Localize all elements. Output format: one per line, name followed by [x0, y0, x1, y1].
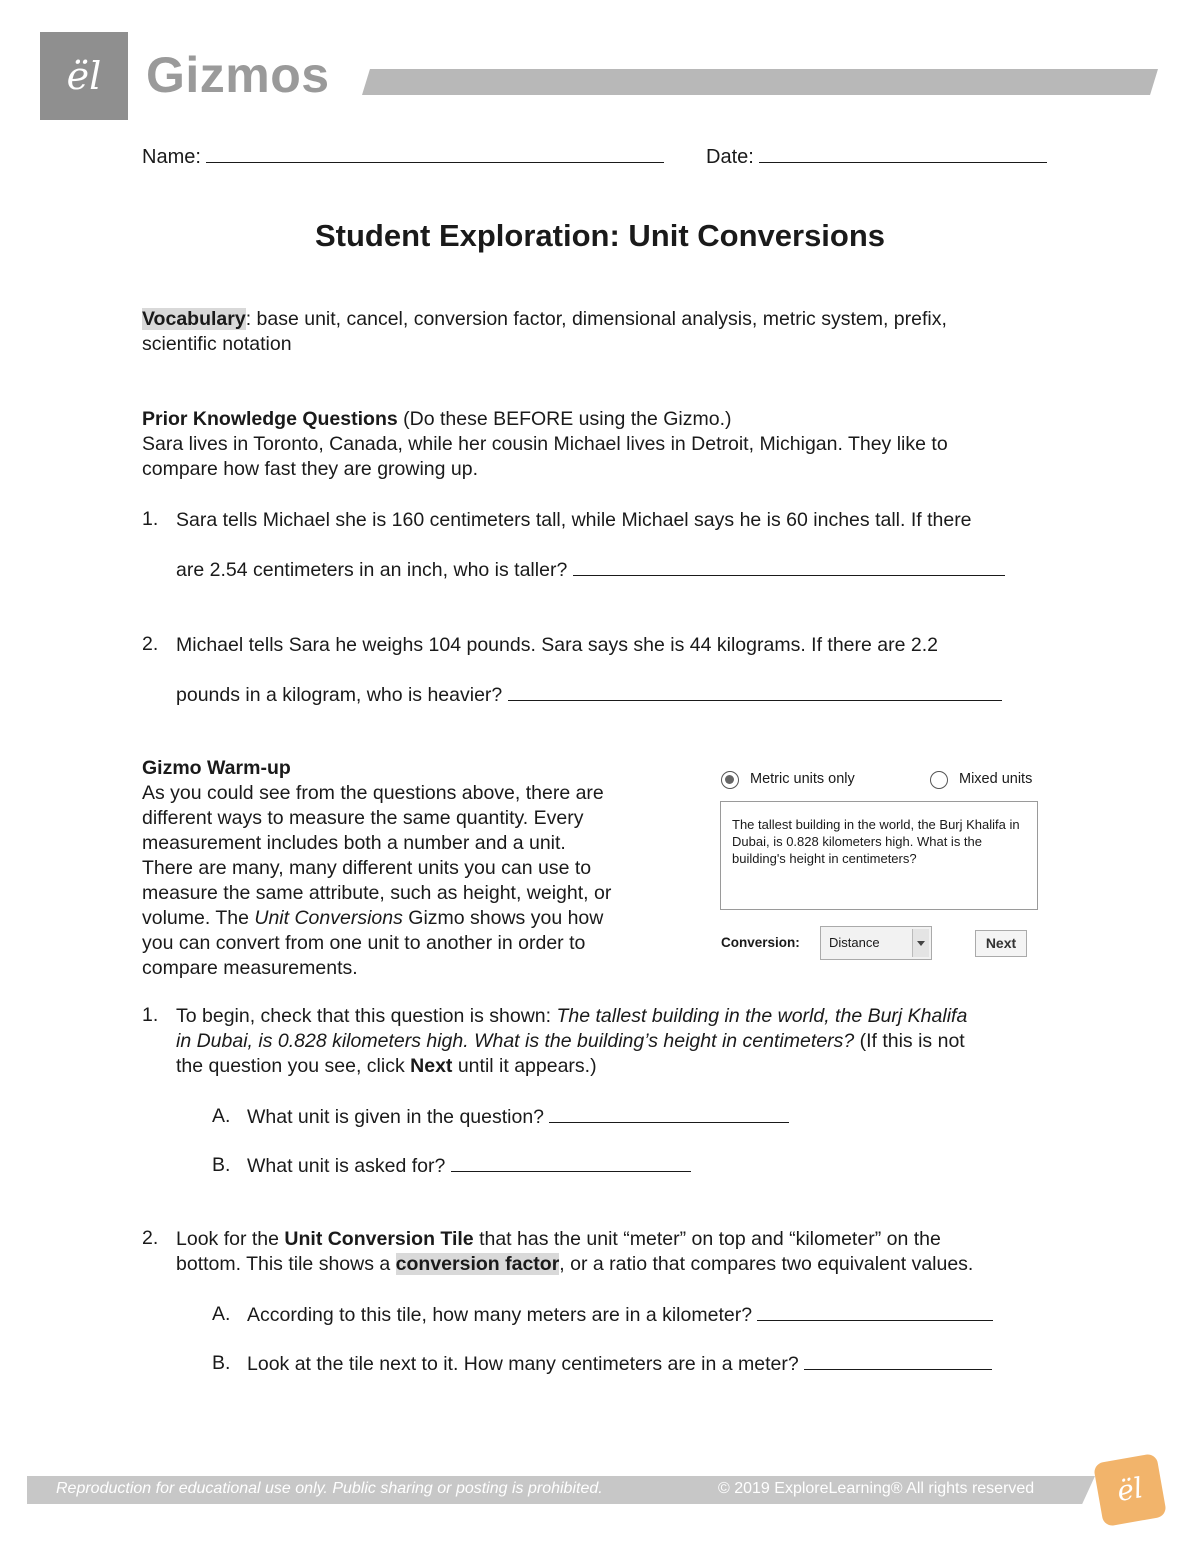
name-label: Name: [142, 146, 201, 168]
warmup-line: There are many, many different units you can use to [142, 857, 592, 879]
pk-q2-line2 [176, 682, 1076, 708]
metric-units-radio[interactable] [721, 771, 739, 789]
conversion-value: Distance [829, 935, 880, 950]
activity-q1b-blank[interactable] [451, 1153, 691, 1172]
vocabulary-label: Vocabulary [142, 308, 246, 330]
activity-q2b-text: Look at the tile next to it. How many centimeters are in a meter? [247, 1353, 799, 1375]
activity-q1b-label: B. [212, 1154, 231, 1176]
mixed-units-radio[interactable] [930, 771, 948, 789]
question-box [720, 801, 1038, 910]
activity-q1a [247, 1104, 789, 1130]
warmup-line: As you could see from the questions above, there are [142, 782, 604, 804]
activity-q2-l2-post: , or a ratio that compares two equivalent values. [559, 1253, 974, 1275]
prior-knowledge-note: (Do these BEFORE using the Gizmo.) [397, 408, 732, 430]
date-blank[interactable] [759, 144, 1047, 163]
date-field[interactable] [706, 144, 1047, 169]
header-bar [362, 69, 1158, 95]
pk-q1-line2 [176, 557, 1076, 583]
activity-q2-tile-ref: Unit Conversion Tile [284, 1228, 474, 1250]
chevron-down-icon[interactable] [912, 929, 929, 957]
vocabulary-terms-line2: scientific notation [142, 333, 292, 355]
warmup-line: you can convert from one unit to another in order to [142, 932, 586, 954]
activity-q1-next-ref: Next [410, 1055, 453, 1077]
prior-intro-line2: compare how fast they are growing up. [142, 458, 479, 480]
vocabulary [142, 307, 1062, 357]
brand-name: Gizmos [146, 47, 330, 103]
vocabulary-colon: : [245, 308, 252, 330]
activity-q2b-label: B. [212, 1352, 231, 1374]
gizmos-logo [40, 32, 128, 120]
footer-copyright: © 2019 ExploreLearning® All rights reserved [718, 1480, 1035, 1497]
conversion-label: Conversion: [721, 935, 800, 950]
warmup-gizmo-name: Unit Conversions [254, 907, 403, 929]
warmup-line6-pre: volume. The [142, 907, 255, 929]
prior-intro-line1: Sara lives in Toronto, Canada, while her cousin Michael lives in Detroit, Michigan. They like to [142, 433, 948, 455]
activity-q2a [247, 1302, 993, 1328]
conversion-select[interactable] [820, 926, 932, 960]
pk-q2-answer-blank[interactable] [508, 682, 1002, 701]
activity-q1-pre: To begin, check that this question is shown: [176, 1005, 557, 1027]
activity-q2-number: 2. [142, 1227, 159, 1249]
pk-q2-line1: Michael tells Sara he weighs 104 pounds. Sara says she is 44 kilograms. If there are 2.2 [176, 634, 938, 656]
metric-units-label: Metric units only [750, 771, 855, 787]
pk-q1-number: 1. [142, 508, 159, 530]
activity-q2-text [176, 1227, 1076, 1277]
warmup-heading: Gizmo Warm-up [142, 757, 291, 779]
footer-notice: Reproduction for educational use only. Public sharing or posting is prohibited. [56, 1480, 603, 1497]
activity-q1-line3-pre: the question you see, click [176, 1055, 411, 1077]
warmup-section [142, 756, 702, 981]
explorelearning-logo [1093, 1453, 1167, 1527]
question-text: The tallest building in the world, the Burj Khalifa in Dubai, is 0.828 kilometers high. What is the building's height in centimeters? [732, 817, 1020, 866]
activity-q1-line3-post: until it appears.) [452, 1055, 597, 1077]
next-button[interactable]: Next [975, 930, 1027, 957]
mixed-units-label: Mixed units [959, 771, 1033, 787]
footer-logo-mark: ël [1114, 1471, 1146, 1508]
pk-q1-line1: Sara tells Michael she is 160 centimeters tall, while Michael says he is 60 inches tall. If there [176, 509, 972, 531]
warmup-line: different ways to measure the same quantity. Every [142, 807, 584, 829]
activity-q2b-blank[interactable] [804, 1351, 992, 1370]
activity-q1-italic2: in Dubai, is 0.828 kilometers high. What is the building’s height in centimeters? [176, 1030, 855, 1052]
warmup-line: compare measurements. [142, 957, 358, 979]
pk-q2-number: 2. [142, 633, 159, 655]
pk-q1-text: are 2.54 centimeters in an inch, who is taller? [176, 559, 568, 581]
activity-q1-post2: (If this is not [854, 1030, 965, 1052]
activity-q2a-blank[interactable] [757, 1302, 993, 1321]
activity-q1a-blank[interactable] [549, 1104, 789, 1123]
activity-q2a-text: According to this tile, how many meters are in a kilometer? [247, 1304, 753, 1326]
pk-q2-text: pounds in a kilogram, who is heavier? [176, 684, 503, 706]
activity-q1-italic1: The tallest building in the world, the Burj Khalifa [556, 1005, 968, 1027]
activity-q2-conversion-factor: conversion factor [395, 1253, 560, 1275]
activity-q1-number: 1. [142, 1004, 159, 1026]
warmup-line: measurement includes both a number and a unit. [142, 832, 566, 854]
logo-mark: ël [66, 54, 102, 98]
date-label: Date: [706, 146, 754, 168]
name-field[interactable] [142, 144, 664, 169]
activity-q1b [247, 1153, 691, 1179]
warmup-line [142, 906, 702, 931]
pk-q1-answer-blank[interactable] [573, 557, 1005, 576]
warmup-line6-post: Gizmo shows you how [402, 907, 604, 929]
activity-q1a-label: A. [212, 1105, 231, 1127]
activity-q1a-text: What unit is given in the question? [247, 1106, 545, 1128]
activity-q2-l2-pre: bottom. This tile shows a [176, 1253, 396, 1275]
warmup-line: measure the same attribute, such as height, weight, or [142, 882, 612, 904]
prior-knowledge-heading: Prior Knowledge Questions [142, 408, 398, 430]
activity-q1b-text: What unit is asked for? [247, 1155, 446, 1177]
activity-q2b [247, 1351, 992, 1377]
activity-q2-l1-pre: Look for the [176, 1228, 285, 1250]
page-title: Student Exploration: Unit Conversions [314, 218, 886, 253]
vocabulary-terms: base unit, cancel, conversion factor, dimensional analysis, metric system, prefix, [251, 308, 947, 330]
activity-q1-text [176, 1004, 1076, 1079]
activity-q2a-label: A. [212, 1303, 231, 1325]
activity-q2-l1-post: that has the unit “meter” on top and “kilometer” on the [473, 1228, 941, 1250]
prior-knowledge [142, 407, 1082, 482]
name-blank[interactable] [206, 144, 664, 163]
